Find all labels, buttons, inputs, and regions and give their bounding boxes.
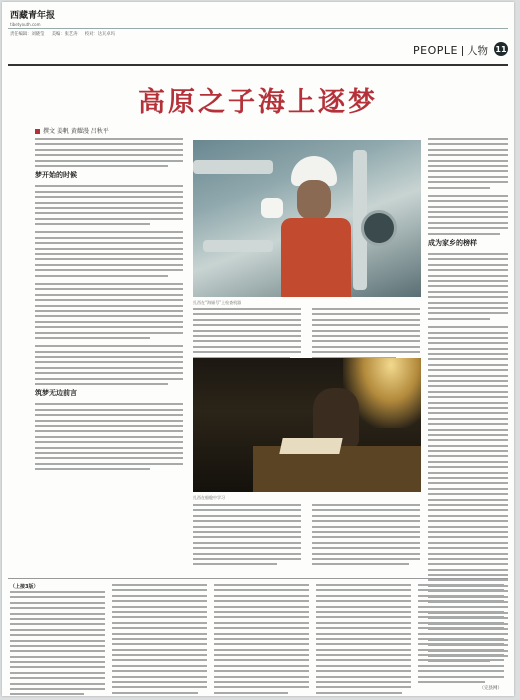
meta-item: 责任编辑：刘晓莹	[10, 32, 45, 37]
section-english: PEOPLE	[413, 44, 458, 57]
editor-meta-line	[10, 31, 121, 37]
meta-item: 校对：达瓦卓玛	[84, 32, 115, 37]
section-rule	[8, 64, 508, 66]
masthead	[10, 8, 55, 27]
subhead-1: 梦开始的时候	[35, 171, 77, 180]
byline	[35, 126, 109, 135]
section-tag	[413, 43, 488, 58]
study-photo	[193, 358, 421, 492]
article-headline: 高原之子海上逐梦	[138, 87, 378, 118]
byline-text: 撰文 姜帆 黄耀漫 吕秋平	[43, 128, 109, 135]
continuation-box	[8, 578, 508, 695]
section-chinese: 人物	[467, 45, 488, 57]
subhead-3: 成为家乡的榜样	[428, 239, 477, 248]
photo2-caption: 扎西在船舱中学习	[193, 495, 225, 500]
subhead-2: 筑梦无边前言	[35, 389, 77, 398]
photo1-caption: 扎西在“海锚号”上检查机器	[193, 300, 242, 305]
column-3	[312, 308, 420, 362]
masthead-subtitle: tibetyouth.com	[10, 22, 41, 27]
section-divider	[462, 46, 463, 56]
continuation-end-mark: （完县网）	[479, 686, 502, 691]
meta-item: 美编：张艺涛	[51, 32, 78, 37]
column-3b	[312, 504, 420, 569]
header-rule	[8, 28, 508, 29]
column-2	[193, 308, 301, 362]
masthead-title: 西藏青年报	[10, 11, 56, 21]
column-1	[35, 138, 183, 473]
column-2b	[193, 504, 301, 569]
byline-square-icon	[35, 129, 40, 134]
newspaper-page	[2, 2, 514, 696]
continuation-label: （上接3版）	[10, 584, 39, 590]
worker-photo	[193, 140, 421, 297]
page-number-badge: 11	[494, 42, 508, 56]
